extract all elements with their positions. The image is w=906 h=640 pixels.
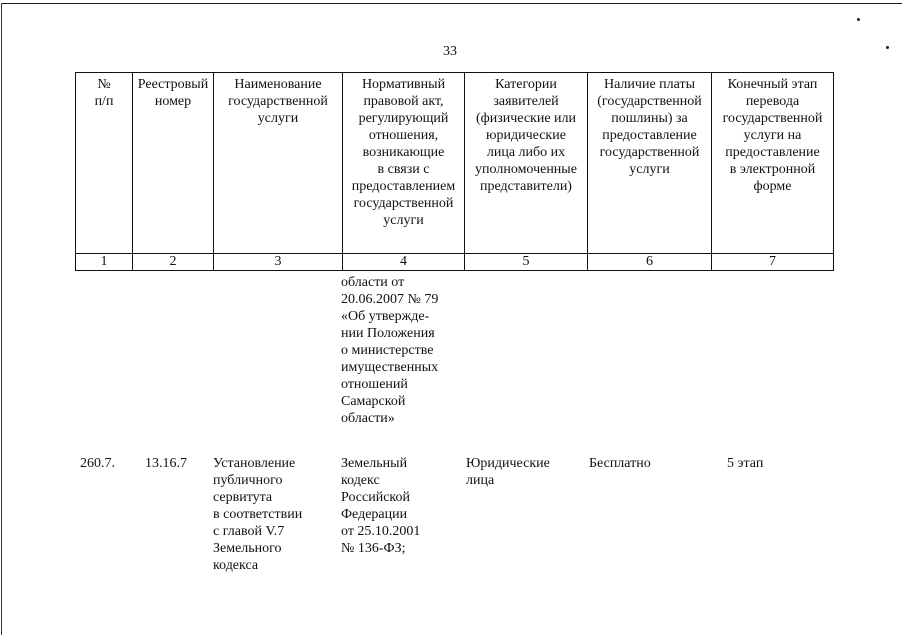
column-number: 7 — [712, 254, 834, 271]
services-table-header — [75, 72, 834, 271]
scan-speck — [886, 46, 889, 49]
header-final-stage: Конечный этап перевода государственной услуги на предоставление в электронной форме — [712, 73, 834, 254]
header-row — [76, 73, 834, 254]
header-fee: Наличие платы (государственной пошлины) за предоставление государственной услуги — [588, 73, 712, 254]
column-number-row — [76, 254, 834, 271]
page-number: 33 — [443, 44, 457, 59]
row-legal-act: Земельный кодекс Российской Федерации от 25.10.2001 № 136-ФЗ; — [341, 456, 421, 556]
column-number: 3 — [214, 254, 343, 271]
scan-edge-top — [2, 3, 902, 4]
row-number: 260.7. — [80, 456, 115, 471]
column-number: 1 — [76, 254, 133, 271]
scan-speck — [857, 18, 860, 21]
row-service-name: Установление публичного сервитута в соответствии с главой V.7 Земельного кодекса — [213, 456, 303, 573]
row-fee: Бесплатно — [589, 456, 651, 471]
row-registry-number: 13.16.7 — [145, 456, 187, 471]
header-number: № п/п — [76, 73, 133, 254]
column-number: 4 — [343, 254, 465, 271]
header-applicant-categories: Категории заявителей (физические или юридические лица либо их уполномоченные представители) — [465, 73, 588, 254]
header-service-name: Наименование государственной услуги — [214, 73, 343, 254]
column-number: 5 — [465, 254, 588, 271]
header-legal-act: Нормативный правовой акт, регулирующий отношения, возникающие в связи с предоставлением государственной услуги — [343, 73, 465, 254]
row-applicants: Юридические лица — [466, 456, 550, 488]
header-registry-number: Реестровый номер — [133, 73, 214, 254]
continued-legal-act-text: области от 20.06.2007 № 79 «Об утвержде- нии Положения о министерстве имущественных отношений Самарской области» — [341, 275, 439, 426]
column-number: 2 — [133, 254, 214, 271]
scan-edge-left — [1, 3, 2, 635]
row-final-stage: 5 этап — [727, 456, 764, 471]
column-number: 6 — [588, 254, 712, 271]
